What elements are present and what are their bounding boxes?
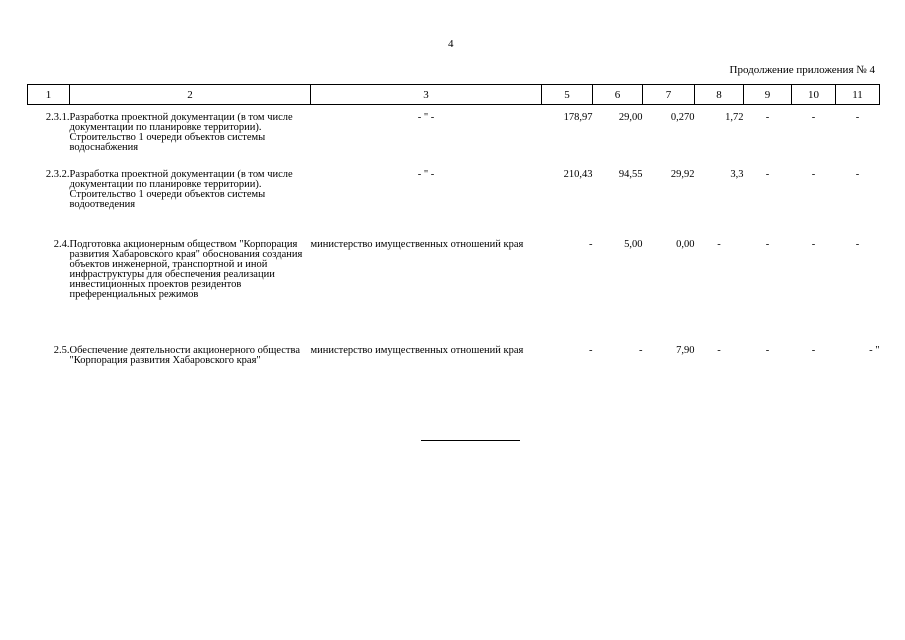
row-responsible: министерство имущественных отношений края xyxy=(310,238,524,250)
row-description: Разработка проектной документации (в том числе документации по планировке территории). Строительство 1 очереди объектов системы водоотведения xyxy=(69,168,293,210)
header-col-6: 6 xyxy=(593,85,643,105)
header-col-11: 11 xyxy=(836,85,880,105)
cell-col-8: - xyxy=(717,238,721,250)
row-number: 2.3.1. xyxy=(45,112,70,123)
table-header-row xyxy=(28,85,880,105)
cell-col-6: 5,00 xyxy=(624,238,643,250)
row-description: Разработка проектной документации (в том числе документации по планировке территории). Строительство 1 очереди объектов системы водоснабжения xyxy=(69,112,293,153)
cell-col-9: - xyxy=(765,112,770,123)
header-col-3: 3 xyxy=(311,85,542,105)
row-description: Подготовка акционерным обществом "Корпорация развития Хабаровского края" обоснования создания объектов инженерной, транспортной и иной инфраструктуры для обеспечения реализации инвестиционных проектов резидентов преференциальных режимов xyxy=(69,238,303,300)
cell-col-11: - xyxy=(855,238,860,250)
row-number: 2.3.2. xyxy=(45,168,70,180)
cell-col-10: - xyxy=(811,168,816,180)
header-col-8: 8 xyxy=(695,85,744,105)
cell-col-5: - xyxy=(589,238,593,250)
table-row xyxy=(28,105,880,162)
appendix-table xyxy=(27,84,880,398)
cell-col-11: - xyxy=(855,168,860,180)
cell-col-5: - xyxy=(589,344,593,356)
cell-col-6: 29,00 xyxy=(618,112,643,123)
row-description: Обеспечение деятельности акционерного общества "Корпорация развития Хабаровского края" xyxy=(69,344,300,366)
cell-col-8: 3,3 xyxy=(730,168,744,180)
cell-col-7: 29,92 xyxy=(670,168,695,180)
cell-col-6: 94,55 xyxy=(618,168,643,180)
end-divider xyxy=(421,440,520,441)
cell-col-7: 7,90 xyxy=(676,344,695,356)
header-col-7: 7 xyxy=(643,85,695,105)
row-number: 2.5. xyxy=(53,344,70,356)
header-col-10: 10 xyxy=(792,85,836,105)
cell-col-5: 210,43 xyxy=(563,168,593,180)
cell-col-7: 0,270 xyxy=(670,112,695,123)
table-row xyxy=(28,338,880,398)
cell-col-10: - xyxy=(811,238,816,250)
header-col-1: 1 xyxy=(28,85,70,105)
row-responsible: - " - xyxy=(417,168,435,180)
cell-col-8: 1,72 xyxy=(725,112,744,123)
cell-col-9: - xyxy=(765,238,770,250)
header-col-5: 5 xyxy=(542,85,593,105)
cell-col-11: - " xyxy=(869,344,880,356)
table-row xyxy=(28,232,880,338)
cell-col-10: - xyxy=(811,112,816,123)
cell-col-8: - xyxy=(717,344,721,356)
page-number: 4 xyxy=(448,38,454,50)
cell-col-11: - xyxy=(855,112,860,123)
header-col-9: 9 xyxy=(744,85,792,105)
cell-col-5: 178,97 xyxy=(563,112,593,123)
cell-col-7: 0,00 xyxy=(676,238,695,250)
cell-col-9: - xyxy=(765,168,770,180)
cell-col-6: - xyxy=(639,344,643,356)
row-responsible: - " - xyxy=(417,112,435,123)
table-row xyxy=(28,162,880,232)
appendix-continuation-label: Продолжение приложения № 4 xyxy=(729,64,875,76)
row-responsible: министерство имущественных отношений края xyxy=(310,344,524,356)
header-col-2: 2 xyxy=(70,85,311,105)
cell-col-9: - xyxy=(765,344,770,356)
cell-col-10: - xyxy=(811,344,816,356)
row-number: 2.4. xyxy=(53,238,70,250)
